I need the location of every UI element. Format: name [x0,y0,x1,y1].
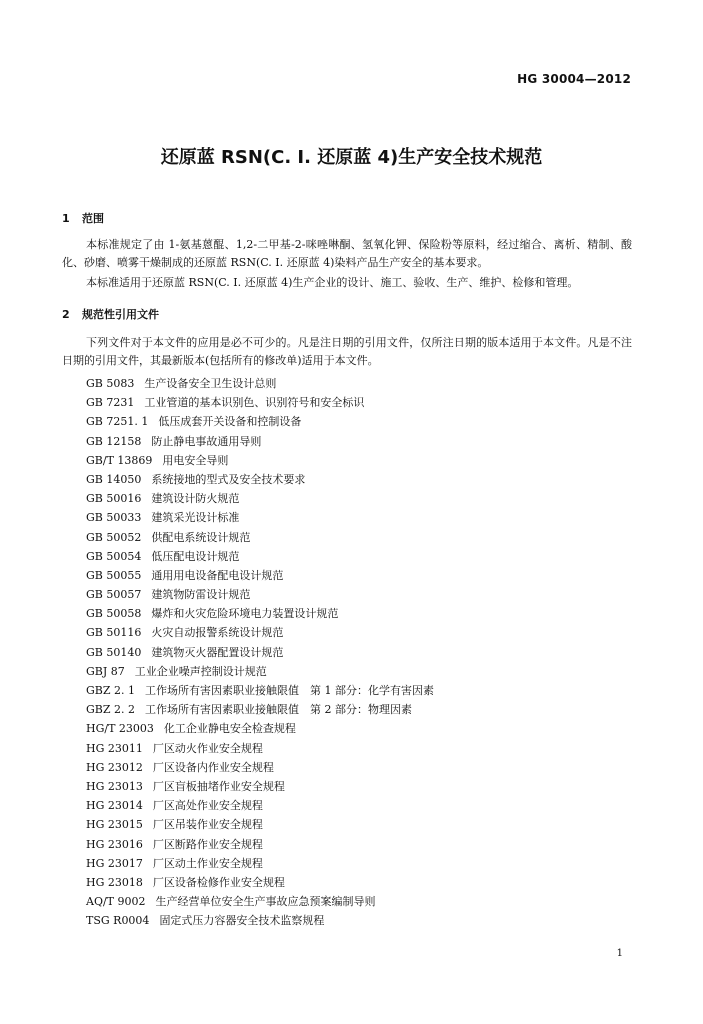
reference-item [86,796,434,815]
reference-code: GB 50016 [86,492,142,506]
reference-item [86,758,434,777]
reference-item [86,739,434,758]
section-number: 2 [62,308,70,321]
reference-item [86,835,434,854]
reference-code: AQ/T 9002 [86,895,146,909]
reference-code: GB 50054 [86,549,142,563]
document-title: 还原蓝 RSN(C. I. 还原蓝 4)生产安全技术规范 [160,147,543,168]
section-title: 规范性引用文件 [82,308,159,321]
reference-item [86,623,434,642]
reference-title: 工业企业噪声控制设计规范 [134,664,267,678]
reference-title: 厂区高处作业安全规程 [152,799,263,813]
reference-code: TSG R0004 [86,914,150,928]
reference-item [86,451,434,470]
reference-item [86,489,434,508]
reference-code: HG 23018 [86,875,143,889]
reference-item [86,604,434,623]
reference-item [86,432,434,451]
section-1-paragraph-1: 本标准规定了由 1-氨基蒽醌、1,2-二甲基-2-咪唑啉酮、氢氧化钾、保险粉等原料，经过缩合、离析、精制、酸化、砂磨、喷雾干燥制成的还原蓝 RSN(C. I. 还原蓝 4)染料产品生产安全的基本要求。 [62,238,632,269]
reference-title: 化工企业静电安全检查规程 [163,722,296,736]
reference-item [86,547,434,566]
reference-item [86,719,434,738]
reference-title: 建筑物灭火器配置设计规范 [151,645,284,659]
reference-title: 通用用电设备配电设计规范 [151,568,284,582]
reference-code: GB 50140 [86,645,142,659]
reference-title: 厂区设备检修作业安全规程 [152,875,285,889]
standard-code: HG 30004—2012 [517,72,631,86]
reference-title: 固定式压力容器安全技术监察规程 [159,914,325,928]
reference-code: GBJ 87 [86,664,125,678]
reference-code: GB 14050 [86,472,142,486]
reference-code: GB 50058 [86,607,142,621]
reference-title: 生产设备安全卫生设计总则 [144,377,277,390]
reference-code: GB 12158 [86,434,142,448]
reference-item [86,412,434,431]
reference-code: GBZ 2. 2 [86,703,136,717]
reference-code: HG 23012 [86,760,143,774]
reference-title: 低压配电设计规范 [151,549,240,563]
reference-title: 供配电系统设计规范 [151,530,251,544]
reference-title: 工作场所有害因素职业接触限值 第 1 部分：化学有害因素 [145,684,435,697]
reference-code: GBZ 2. 1 [86,684,136,697]
section-2-heading [62,306,159,322]
reference-item [86,470,434,489]
section-1-heading [62,210,104,226]
reference-code: GB 50052 [86,530,142,544]
reference-title: 厂区盲板抽堵作业安全规程 [152,779,285,793]
reference-title: 防止静电事故通用导则 [151,434,262,448]
reference-item [86,815,434,834]
reference-code: GB 7231 [86,396,135,410]
reference-item [86,873,434,892]
section-1-paragraph-2: 本标准适用于还原蓝 RSN(C. I. 还原蓝 4)生产企业的设计、施工、验收、生产、维护、检修和管理。 [86,276,579,289]
reference-item [86,393,434,412]
reference-title: 厂区动土作业安全规程 [152,856,263,870]
reference-item [86,528,434,547]
reference-title: 用电安全导则 [162,453,229,467]
reference-title: 爆炸和火灾危险环境电力装置设计规范 [151,607,339,621]
reference-title: 工业管道的基本识别色、识别符号和安全标识 [144,396,365,410]
reference-title: 生产经营单位安全生产事故应急预案编制导则 [155,895,376,909]
reference-item [86,374,434,393]
reference-title: 火灾自动报警系统设计规范 [151,626,284,640]
reference-code: GB 7251. 1 [86,415,149,429]
reference-item [86,681,434,700]
reference-code: GB 5083 [86,377,135,390]
reference-code: HG 23014 [86,799,143,813]
reference-item [86,854,434,873]
reference-title: 厂区动火作业安全规程 [152,741,263,755]
reference-code: GB 50057 [86,588,142,602]
section-title: 范围 [82,212,104,225]
reference-title: 低压成套开关设备和控制设备 [158,415,302,429]
reference-title: 厂区设备内作业安全规程 [152,760,274,774]
reference-code: GB 50055 [86,568,142,582]
reference-code: HG 23011 [86,741,143,755]
reference-title: 厂区吊装作业安全规程 [152,818,263,832]
normative-reference-list [86,374,434,930]
reference-code: HG 23013 [86,779,143,793]
section-2-paragraph-1: 下列文件对于本文件的应用是必不可少的。凡是注日期的引用文件，仅所注日期的版本适用于本文件。凡是不注日期的引用文件，其最新版本(包括所有的修改单)适用于本文件。 [62,336,632,367]
page-number: 1 [616,948,623,959]
reference-code: HG/T 23003 [86,722,154,736]
reference-item [86,777,434,796]
reference-title: 工作场所有害因素职业接触限值 第 2 部分：物理因素 [145,703,413,717]
reference-item [86,566,434,585]
reference-code: GB 50116 [86,626,142,640]
reference-item [86,662,434,681]
reference-item [86,585,434,604]
reference-title: 建筑采光设计标准 [151,511,240,525]
reference-code: HG 23015 [86,818,143,832]
reference-item [86,643,434,662]
section-number: 1 [62,212,70,225]
reference-item [86,892,434,911]
reference-item [86,508,434,527]
reference-title: 系统接地的型式及安全技术要求 [151,472,306,486]
reference-title: 建筑物防雷设计规范 [151,588,251,602]
reference-item [86,911,434,930]
reference-code: HG 23016 [86,837,143,851]
reference-title: 建筑设计防火规范 [151,492,240,506]
reference-code: GB 50033 [86,511,142,525]
reference-code: HG 23017 [86,856,143,870]
reference-item [86,700,434,719]
reference-title: 厂区断路作业安全规程 [152,837,263,851]
reference-code: GB/T 13869 [86,453,153,467]
